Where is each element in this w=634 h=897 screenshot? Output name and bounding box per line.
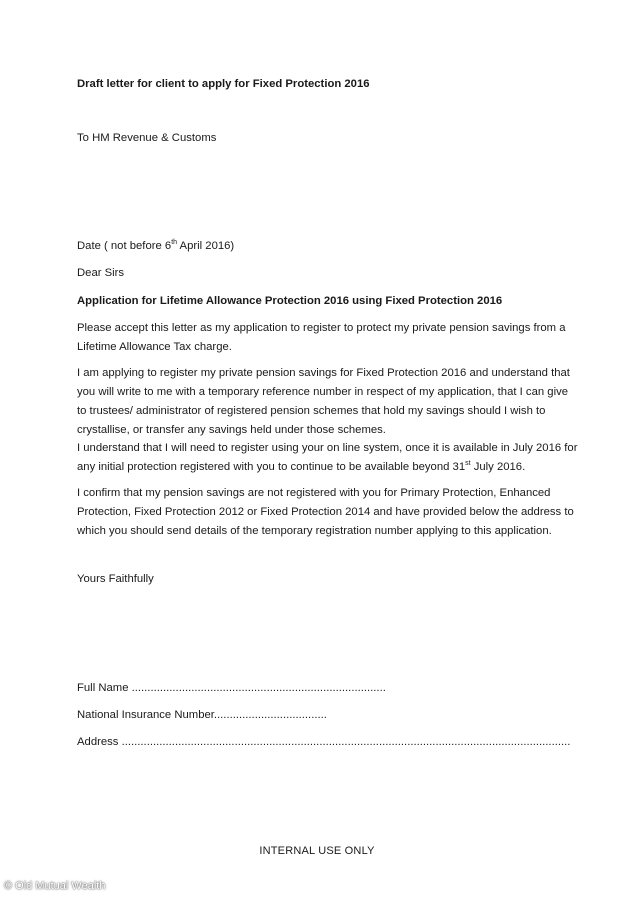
watermark: © Old Mutual Wealth	[4, 880, 106, 892]
paragraph-row: you will write to me with a temporary reference number in respect of my application, that I can give	[77, 386, 569, 398]
date-line	[77, 237, 234, 256]
paragraph-row: I confirm that my pension savings are not registered with you for Primary Protection, Enhanced	[77, 487, 551, 499]
paragraph-row: Lifetime Allowance Tax charge.	[77, 341, 232, 353]
ni-number-field: National Insurance Number....................................	[77, 709, 327, 721]
paragraph-text: July 2016.	[470, 461, 526, 473]
date-superscript: st	[465, 460, 471, 468]
recipient-line: To HM Revenue & Customs	[77, 132, 217, 144]
paragraph-3	[77, 439, 578, 477]
paragraph-row: which you should send details of the temporary registration number applying to this application.	[77, 525, 552, 537]
address-field: Address ...............................................................................................................................................	[77, 736, 571, 748]
letter-heading: Draft letter for client to apply for Fixed Protection 2016	[77, 78, 370, 90]
paragraph-1	[77, 319, 567, 357]
paragraph-row: to trustees/ administrator of registered pension schemes that hold my savings should I wish to	[77, 405, 546, 417]
paragraph-row: Protection, Fixed Protection 2012 or Fixed Protection 2014 and have provided below the address to	[77, 506, 574, 518]
paragraph-2	[77, 364, 570, 440]
paragraph-row	[77, 458, 567, 477]
date-text-end: April 2016)	[177, 240, 235, 252]
date-superscript: th	[171, 239, 178, 247]
full-name-field: Full Name .................................................................................	[77, 682, 386, 694]
closing: Yours Faithfully	[77, 573, 154, 585]
paragraph-row: I am applying to register my private pension savings for Fixed Protection 2016 and understand that	[77, 367, 570, 379]
internal-use-label: INTERNAL USE ONLY	[259, 845, 375, 857]
paragraph-text: any initial protection registered with you to continue to be available beyond 31	[77, 461, 466, 473]
paragraph-4	[77, 484, 574, 541]
paragraph-row: crystallise, or transfer any savings held under those schemes.	[77, 424, 386, 436]
paragraph-row: Please accept this letter as my application to register to protect my private pension savings from a	[77, 322, 566, 334]
date-text: Date ( not before 6	[77, 240, 172, 252]
salutation: Dear Sirs	[77, 267, 125, 279]
paragraph-row: I understand that I will need to register using your on line system, once it is available in July 2016 for	[77, 442, 578, 454]
subject-line: Application for Lifetime Allowance Protection 2016 using Fixed Protection 2016	[77, 295, 503, 307]
